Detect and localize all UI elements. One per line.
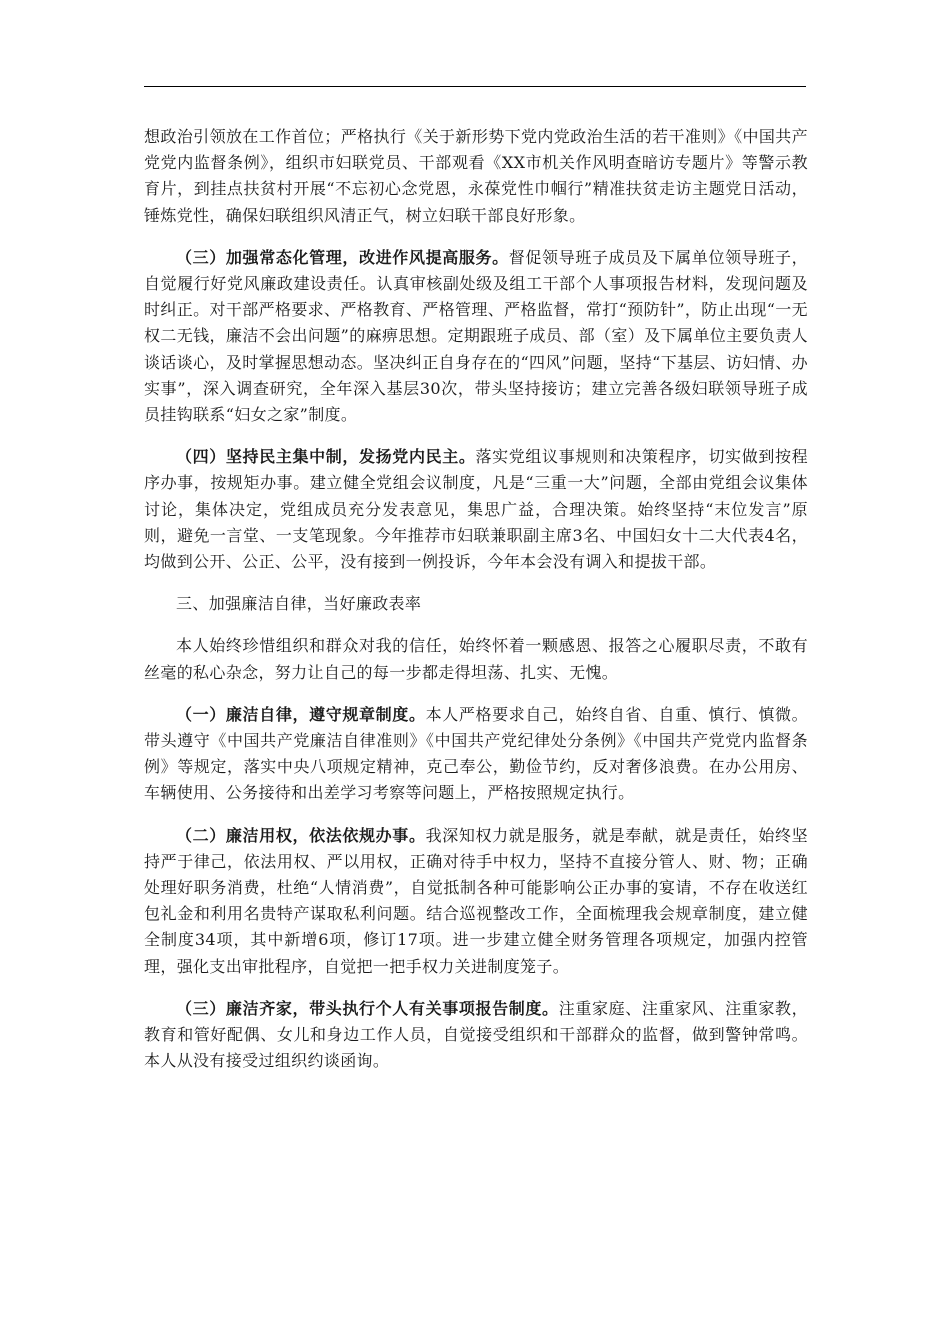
paragraph-subsection-1	[144, 702, 808, 807]
paragraph-text: 落实党组议事规则和决策程序，切实做到按程序办事，按规矩办事。建立健全党组会议制度，凡是“三重一大”问题，全部由党组会议集体讨论，集体决定，党组成员充分发表意见，集思广益，合理决策。始终坚持“末位发言”原则，避免一言堂、一支笔现象。今年推荐市妇联兼职副主席3名、中国妇女十二大代表4名，均做到公开、公正、公平，没有接到一例投诉，今年本会没有调入和提拔干部。	[144, 447, 808, 572]
section-heading-text: 三、加强廉洁自律，当好廉政表率	[176, 594, 422, 614]
paragraph-section-3	[144, 245, 808, 428]
paragraph-continuation	[144, 124, 808, 229]
paragraph-lead: （三）加强常态化管理，改进作风提高服务。	[176, 247, 509, 267]
paragraph-text: 注重家庭、注重家风、注重家教，教育和管好配偶、女儿和身边工作人员，自觉接受组织和干部群众的监督，做到警钟常鸣。本人从没有接受过组织约谈函询。	[144, 998, 808, 1071]
paragraph-text: 本人严格要求自己，始终自省、自重、慎行、慎微。带头遵守《中国共产党廉洁自律准则》《中国共产党纪律处分条例》《中国共产党党内监督条例》等规定，落实中央八项规定精神，克己奉公，勤俭节约，反对奢侈浪费。在办公用房、车辆使用、公务接待和出差学习考察等问题上，严格按照规定执行。	[144, 704, 808, 803]
paragraph-lead: （二）廉洁用权，依法依规办事。	[176, 825, 426, 845]
paragraph-lead: （三）廉洁齐家，带头执行个人有关事项报告制度。	[176, 998, 559, 1018]
paragraph-text: 督促领导班子成员及下属单位领导班子，自觉履行好党风廉政建设责任。认真审核副处级及组工干部个人事项报告材料，发现问题及时纠正。对干部严格要求、严格教育、严格管理、严格监督，常打“预防针”，防止出现“一无权二无钱，廉洁不会出问题”的麻痹思想。定期跟班子成员、部（室）及下属单位主要负责人谈话谈心，及时掌握思想动态。坚决纠正自身存在的“四风”问题，坚持“下基层、访妇情、办实事”，深入调查研究，全年深入基层30次，带头坚持接访；建立完善各级妇联领导班子成员挂钩联系“妇女之家”制度。	[144, 247, 808, 425]
paragraph-text: 想政治引领放在工作首位；严格执行《关于新形势下党内党政治生活的若干准则》《中国共产党党内监督条例》，组织市妇联党员、干部观看《XX市机关作风明查暗访专题片》等警示教育片，到挂点扶贫村开展“不忘初心念党恩，永葆党性巾帼行”精准扶贫走访主题党日活动，锤炼党性，确保妇联组织风清正气，树立妇联干部良好形象。	[144, 127, 808, 225]
header-rule	[144, 86, 806, 87]
document-body	[144, 124, 808, 1091]
paragraph-text: 本人始终珍惜组织和群众对我的信任，始终怀着一颗感恩、报答之心履职尽责，不敢有丝毫的私心杂念，努力让自己的每一步都走得坦荡、扎实、无愧。	[144, 636, 808, 682]
paragraph-text: 我深知权力就是服务，就是奉献，就是责任，始终坚持严于律己，依法用权、严以用权，正确对待手中权力，坚持不直接分管人、财、物；正确处理好职务消费，杜绝“人情消费”，自觉抵制各种可能影响公正办事的宴请，不存在收送红包礼金和利用名贵特产谋取私利问题。结合巡视整改工作，全面梳理我会规章制度，建立健全制度34项，其中新增6项，修订17项。进一步建立健全财务管理各项规定，加强内控管理，强化支出审批程序，自觉把一把手权力关进制度笼子。	[144, 825, 808, 976]
paragraph-intro	[144, 633, 808, 685]
paragraph-section-4	[144, 444, 808, 575]
paragraph-lead: （四）坚持民主集中制，发扬党内民主。	[176, 447, 476, 467]
section-heading	[144, 591, 808, 617]
paragraph-subsection-2	[144, 823, 808, 980]
paragraph-lead: （一）廉洁自律，遵守规章制度。	[176, 704, 426, 724]
paragraph-subsection-3	[144, 996, 808, 1075]
